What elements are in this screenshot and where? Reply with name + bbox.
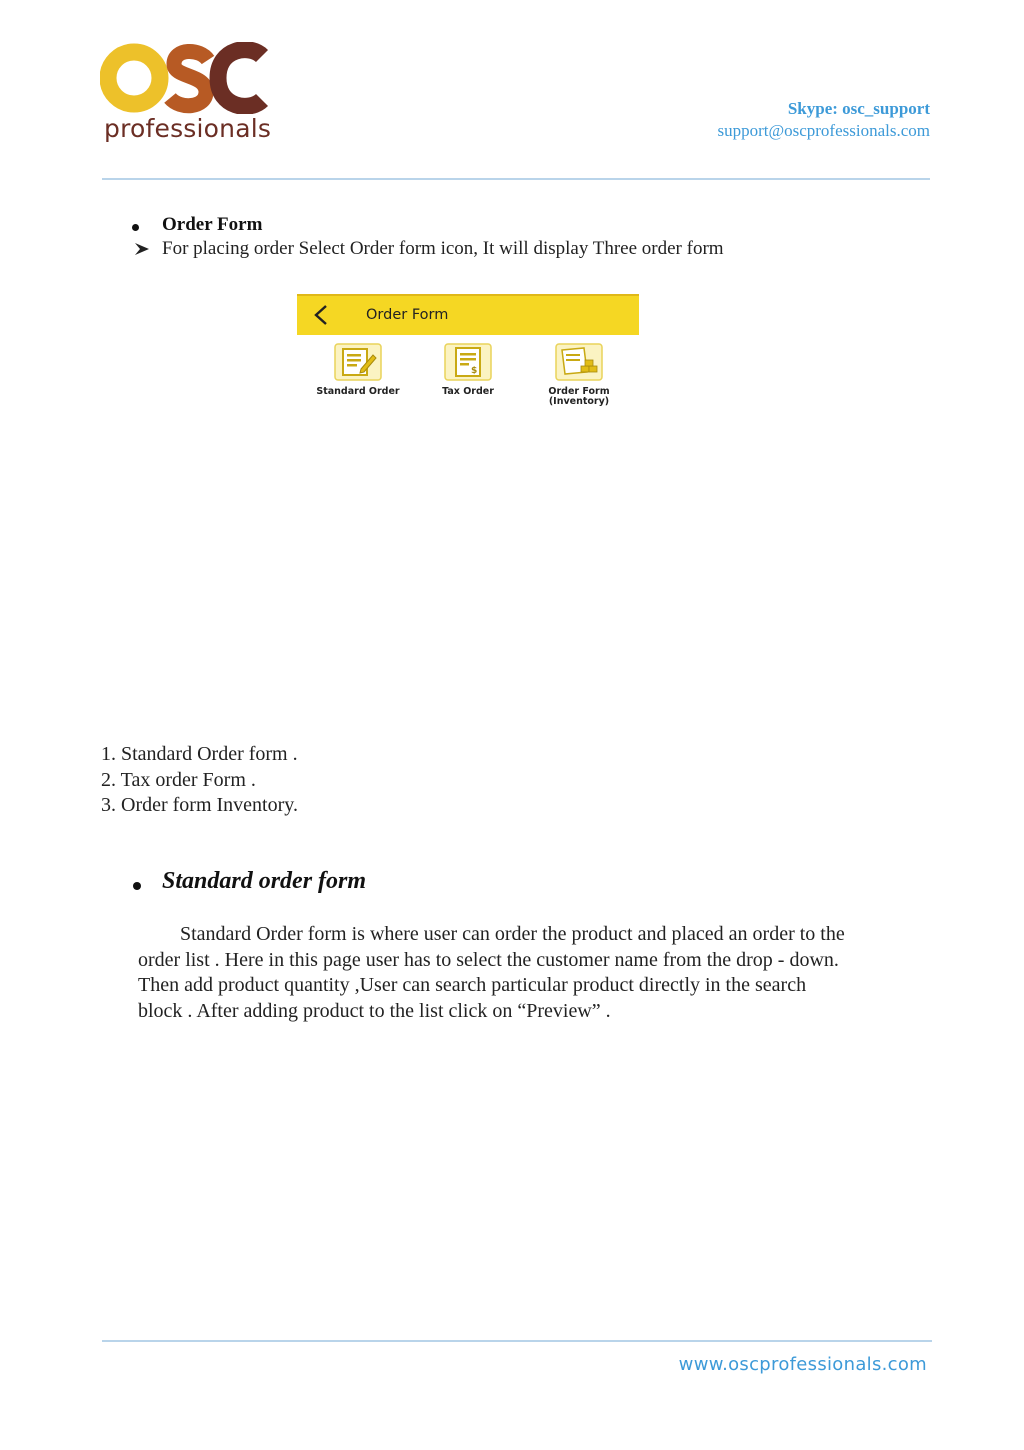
bullet-dot-icon: [133, 882, 141, 890]
inventory-order-icon: [554, 342, 604, 382]
paragraph-line: order list . Here in this page user has to select the customer name from the drop - down.: [138, 948, 839, 971]
app-header-bar: [297, 294, 639, 335]
tax-order-label: Tax Order: [442, 386, 494, 397]
email-contact: support@oscprofessionals.com: [717, 121, 930, 140]
standard-order-tile[interactable]: [303, 342, 413, 397]
app-screenshot: [297, 294, 639, 410]
paragraph-line: Standard Order form is where user can order the product and placed an order to the: [180, 923, 845, 945]
bullet-dot-icon: [132, 224, 139, 231]
back-arrow-icon[interactable]: [311, 304, 331, 326]
standard-order-icon: [333, 342, 383, 382]
inventory-order-sublabel: (Inventory): [548, 396, 610, 407]
footer-website-link[interactable]: www.oscprofessionals.com: [678, 1354, 927, 1375]
app-header-title: Order Form: [366, 307, 449, 323]
paragraph-line: Then add product quantity ,User can search particular product directly in the search: [138, 974, 807, 997]
inventory-order-tile[interactable]: [524, 342, 634, 407]
company-logo: [100, 42, 270, 150]
list-item: 2. Tax order Form .: [101, 768, 256, 791]
inventory-order-label: Order Form: [548, 386, 610, 397]
skype-contact: Skype: osc_support: [787, 99, 930, 118]
contact-info: [717, 98, 930, 142]
standard-order-label: Standard Order: [316, 386, 400, 397]
tax-order-icon: [443, 342, 493, 382]
standard-order-heading: Standard order form: [162, 868, 367, 894]
arrow-bullet-icon: [133, 241, 153, 257]
svg-text:$: $: [471, 366, 478, 376]
tax-order-tile[interactable]: [413, 342, 523, 397]
header-divider: [102, 178, 930, 180]
order-form-description: For placing order Select Order form icon, It will display Three order form: [162, 238, 724, 259]
osc-logo-mark: [100, 42, 270, 114]
list-item: 3. Order form Inventory.: [101, 794, 298, 816]
footer-divider: [102, 1340, 932, 1342]
order-form-heading: Order Form: [162, 214, 263, 235]
list-item: 1. Standard Order form .: [101, 743, 298, 765]
logo-subtitle: professionals: [104, 114, 272, 143]
order-form-types-list: [101, 742, 298, 819]
standard-order-paragraph: [138, 922, 930, 1025]
paragraph-line: block . After adding product to the list click on “Preview” .: [138, 1000, 611, 1023]
